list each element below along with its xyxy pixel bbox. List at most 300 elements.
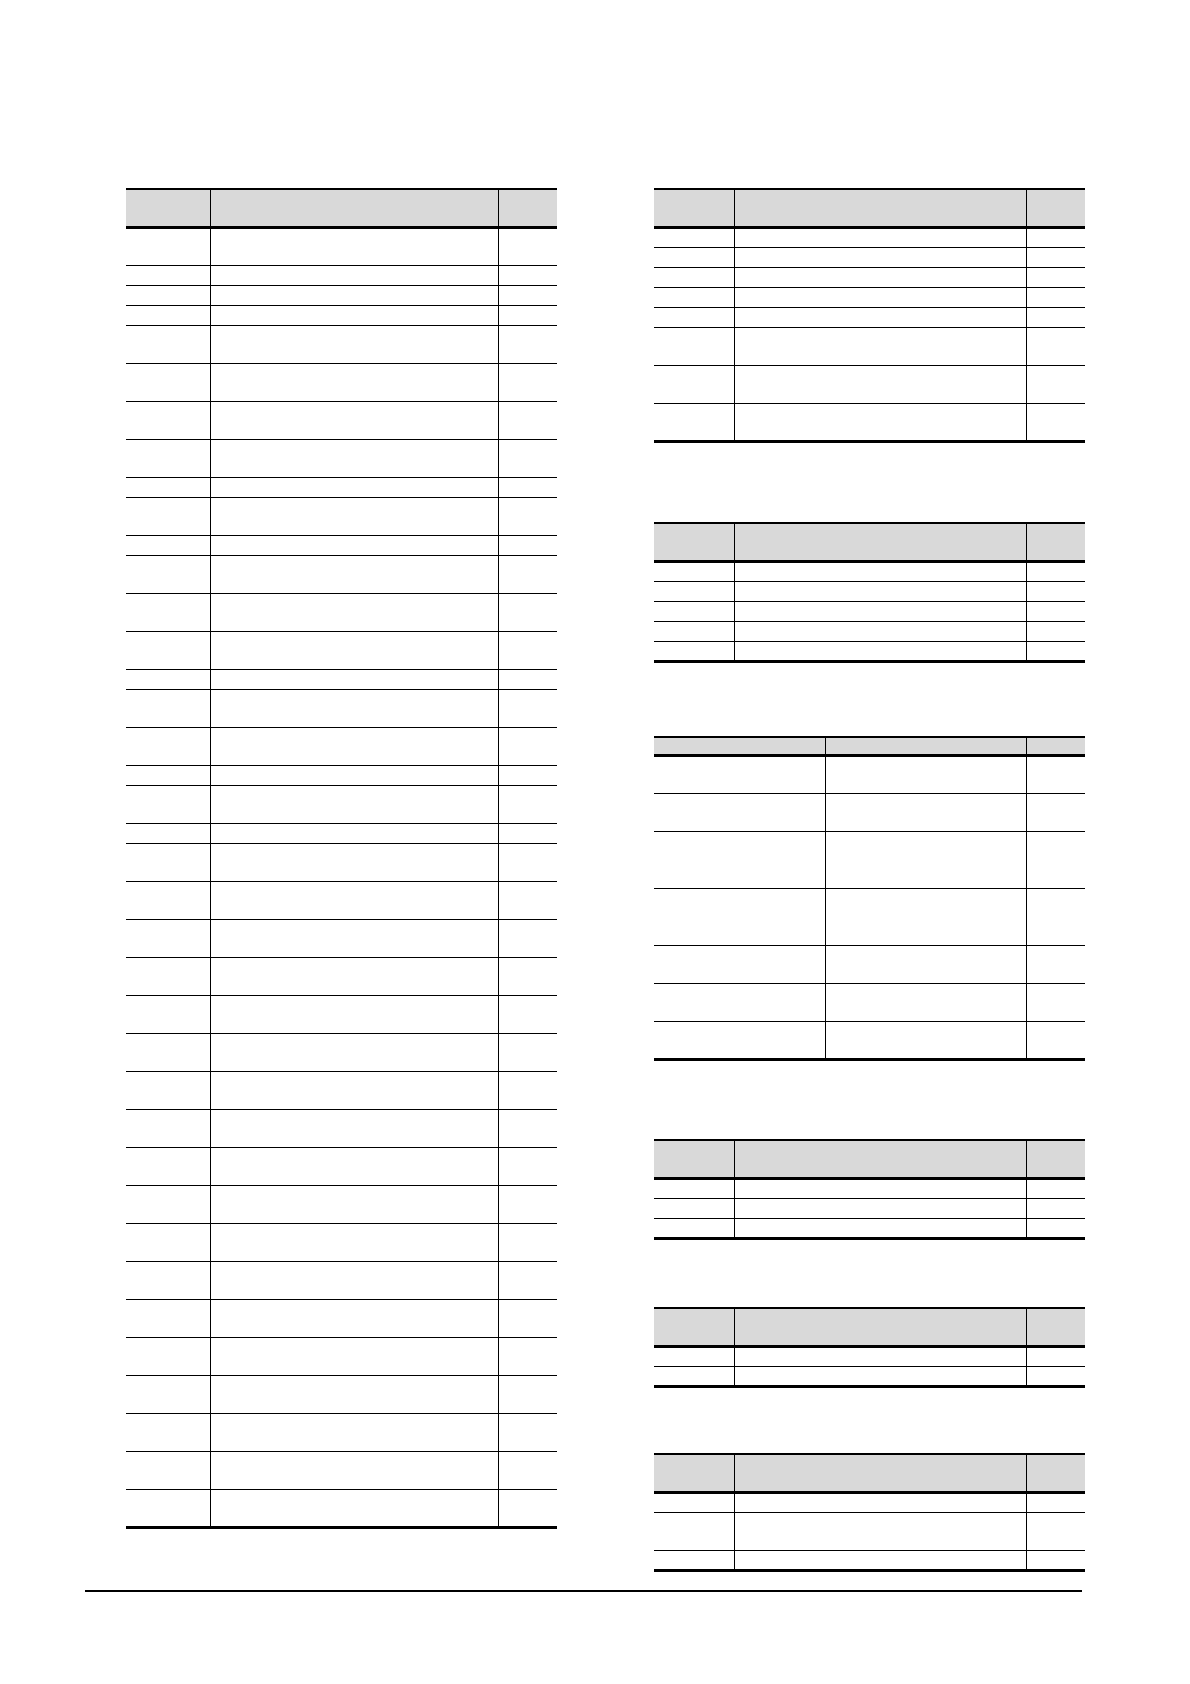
table-cell bbox=[126, 363, 210, 401]
table-cell bbox=[1026, 287, 1085, 307]
table-row bbox=[126, 535, 557, 555]
table-cell bbox=[1026, 983, 1085, 1021]
table-cell bbox=[825, 1021, 1026, 1059]
table-cell bbox=[126, 957, 210, 995]
table-row bbox=[126, 631, 557, 669]
table-cell bbox=[126, 285, 210, 305]
right-table-2 bbox=[654, 522, 1085, 663]
table-cell bbox=[498, 669, 557, 689]
header-cell bbox=[734, 1308, 1026, 1346]
table-cell bbox=[654, 1021, 825, 1059]
table-cell bbox=[498, 285, 557, 305]
table-cell bbox=[1026, 327, 1085, 365]
table-cell bbox=[734, 1550, 1026, 1570]
table-cell bbox=[210, 843, 498, 881]
table-cell bbox=[126, 823, 210, 843]
table-cell bbox=[126, 1337, 210, 1375]
table-cell bbox=[126, 401, 210, 439]
table-row bbox=[654, 267, 1085, 287]
table-row bbox=[126, 1071, 557, 1109]
table-cell bbox=[210, 631, 498, 669]
table-cell bbox=[210, 497, 498, 535]
table-cell bbox=[654, 641, 734, 661]
table-cell bbox=[498, 823, 557, 843]
table-row bbox=[126, 227, 557, 265]
table-row bbox=[126, 669, 557, 689]
table-cell bbox=[126, 727, 210, 765]
table-cell bbox=[654, 1550, 734, 1570]
table-cell bbox=[126, 995, 210, 1033]
table-cell bbox=[210, 823, 498, 843]
table-header-row bbox=[654, 1140, 1085, 1178]
table-cell bbox=[210, 305, 498, 325]
table-cell bbox=[498, 401, 557, 439]
table-cell bbox=[654, 831, 825, 888]
table-cell bbox=[126, 555, 210, 593]
table-cell bbox=[498, 325, 557, 363]
table-cell bbox=[734, 1366, 1026, 1386]
table-cell bbox=[210, 227, 498, 265]
table-cell bbox=[1026, 403, 1085, 441]
table-cell bbox=[498, 1337, 557, 1375]
table-cell bbox=[498, 1261, 557, 1299]
table-cell bbox=[210, 1185, 498, 1223]
table-row bbox=[654, 1550, 1085, 1570]
table-cell bbox=[734, 287, 1026, 307]
table-cell bbox=[1026, 227, 1085, 247]
table-row bbox=[126, 1261, 557, 1299]
table-cell bbox=[498, 555, 557, 593]
table-cell bbox=[210, 727, 498, 765]
table-cell bbox=[210, 785, 498, 823]
table-cell bbox=[734, 365, 1026, 403]
table-cell bbox=[210, 401, 498, 439]
table-header-row bbox=[654, 1308, 1085, 1346]
header-cell bbox=[1026, 189, 1085, 227]
table-cell bbox=[825, 888, 1026, 945]
right-table-4 bbox=[654, 1139, 1085, 1240]
table-cell bbox=[734, 1178, 1026, 1198]
table-row bbox=[126, 689, 557, 727]
table-cell bbox=[1026, 1021, 1085, 1059]
table-cell bbox=[498, 919, 557, 957]
table-cell bbox=[654, 601, 734, 621]
table-cell bbox=[210, 1451, 498, 1489]
table-cell bbox=[210, 1413, 498, 1451]
table-cell bbox=[1026, 1178, 1085, 1198]
table-row bbox=[126, 1451, 557, 1489]
table-cell bbox=[498, 477, 557, 497]
table-cell bbox=[825, 793, 1026, 831]
table-row bbox=[126, 1375, 557, 1413]
table-cell bbox=[654, 1366, 734, 1386]
table-cell bbox=[210, 265, 498, 285]
table-row bbox=[126, 265, 557, 285]
table-cell bbox=[210, 669, 498, 689]
table-cell bbox=[210, 1299, 498, 1337]
table-row bbox=[654, 581, 1085, 601]
table-cell bbox=[210, 477, 498, 497]
table-cell bbox=[210, 919, 498, 957]
table-cell bbox=[210, 439, 498, 477]
table-row bbox=[126, 497, 557, 535]
table-row bbox=[126, 401, 557, 439]
table-cell bbox=[654, 1198, 734, 1218]
table-row bbox=[126, 995, 557, 1033]
table-cell bbox=[126, 1109, 210, 1147]
table-cell bbox=[126, 843, 210, 881]
table-row bbox=[654, 601, 1085, 621]
table-cell bbox=[210, 957, 498, 995]
right-table-3 bbox=[654, 736, 1085, 1061]
table-row bbox=[654, 247, 1085, 267]
header-cell bbox=[654, 523, 734, 561]
table-cell bbox=[1026, 1198, 1085, 1218]
table-cell bbox=[126, 669, 210, 689]
table-cell bbox=[498, 227, 557, 265]
table-cell bbox=[498, 765, 557, 785]
header-cell bbox=[654, 1308, 734, 1346]
header-cell bbox=[210, 189, 498, 227]
table-cell bbox=[498, 1375, 557, 1413]
header-cell bbox=[734, 1140, 1026, 1178]
right-table-5 bbox=[654, 1307, 1085, 1388]
table-cell bbox=[654, 1178, 734, 1198]
table-row bbox=[126, 305, 557, 325]
table-cell bbox=[1026, 365, 1085, 403]
table-cell bbox=[210, 285, 498, 305]
table-cell bbox=[1026, 641, 1085, 661]
header-cell bbox=[654, 1454, 734, 1492]
table-cell bbox=[210, 1033, 498, 1071]
table-cell bbox=[734, 403, 1026, 441]
table-cell bbox=[498, 1033, 557, 1071]
table-cell bbox=[126, 265, 210, 285]
table-row bbox=[126, 363, 557, 401]
table-row bbox=[126, 477, 557, 497]
table-cell bbox=[734, 1218, 1026, 1238]
table-cell bbox=[126, 919, 210, 957]
table-cell bbox=[126, 1147, 210, 1185]
table-row bbox=[126, 285, 557, 305]
header-cell bbox=[654, 1140, 734, 1178]
table-cell bbox=[126, 1223, 210, 1261]
header-cell bbox=[498, 189, 557, 227]
table-header-row bbox=[654, 737, 1085, 755]
table-cell bbox=[1026, 1512, 1085, 1550]
table-row bbox=[126, 843, 557, 881]
table-cell bbox=[1026, 581, 1085, 601]
table-row bbox=[126, 1413, 557, 1451]
table-cell bbox=[126, 227, 210, 265]
table-cell bbox=[1026, 793, 1085, 831]
table-row bbox=[654, 287, 1085, 307]
table-cell bbox=[498, 1071, 557, 1109]
table-row bbox=[654, 793, 1085, 831]
table-cell bbox=[654, 247, 734, 267]
table-cell bbox=[734, 1492, 1026, 1512]
table-row bbox=[126, 325, 557, 363]
table-cell bbox=[126, 785, 210, 823]
table-cell bbox=[126, 477, 210, 497]
header-cell bbox=[1026, 523, 1085, 561]
table-cell bbox=[1026, 247, 1085, 267]
table-cell bbox=[1026, 561, 1085, 581]
table-cell bbox=[825, 945, 1026, 983]
table-cell bbox=[825, 831, 1026, 888]
table-cell bbox=[654, 945, 825, 983]
table-cell bbox=[734, 1512, 1026, 1550]
table-cell bbox=[126, 1033, 210, 1071]
table-cell bbox=[498, 957, 557, 995]
header-cell bbox=[734, 1454, 1026, 1492]
table-cell bbox=[654, 267, 734, 287]
table-cell bbox=[210, 1147, 498, 1185]
table-cell bbox=[126, 305, 210, 325]
table-cell bbox=[654, 1492, 734, 1512]
table-row bbox=[126, 439, 557, 477]
table-cell bbox=[498, 265, 557, 285]
table-header-row bbox=[654, 1454, 1085, 1492]
table-cell bbox=[126, 631, 210, 669]
table-cell bbox=[654, 983, 825, 1021]
table-cell bbox=[498, 1109, 557, 1147]
table-cell bbox=[1026, 307, 1085, 327]
table-row bbox=[126, 1109, 557, 1147]
header-cell bbox=[1026, 1140, 1085, 1178]
table-cell bbox=[498, 689, 557, 727]
table-row bbox=[654, 1346, 1085, 1366]
table-cell bbox=[126, 1451, 210, 1489]
table-cell bbox=[654, 621, 734, 641]
left-index-table bbox=[126, 188, 557, 1529]
table-cell bbox=[210, 535, 498, 555]
table-row bbox=[654, 307, 1085, 327]
table-cell bbox=[654, 227, 734, 247]
table-cell bbox=[825, 983, 1026, 1021]
table-cell bbox=[654, 793, 825, 831]
table-row bbox=[654, 1366, 1085, 1386]
table-cell bbox=[126, 439, 210, 477]
table-cell bbox=[654, 561, 734, 581]
table-cell bbox=[1026, 831, 1085, 888]
table-cell bbox=[654, 755, 825, 793]
table-row bbox=[126, 785, 557, 823]
footer-rule bbox=[85, 1590, 1082, 1592]
table-row bbox=[654, 365, 1085, 403]
table-cell bbox=[1026, 1346, 1085, 1366]
table-cell bbox=[126, 1375, 210, 1413]
table-cell bbox=[210, 995, 498, 1033]
table-cell bbox=[126, 1071, 210, 1109]
table-cell bbox=[210, 363, 498, 401]
table-cell bbox=[498, 439, 557, 477]
table-cell bbox=[498, 881, 557, 919]
table-cell bbox=[498, 1223, 557, 1261]
table-cell bbox=[498, 497, 557, 535]
table-cell bbox=[498, 631, 557, 669]
table-cell bbox=[210, 1489, 498, 1527]
table-row bbox=[126, 727, 557, 765]
table-cell bbox=[734, 267, 1026, 287]
table-cell bbox=[210, 765, 498, 785]
table-cell bbox=[1026, 755, 1085, 793]
table-row bbox=[654, 755, 1085, 793]
table-cell bbox=[126, 593, 210, 631]
table-row bbox=[654, 1492, 1085, 1512]
header-cell bbox=[1026, 1454, 1085, 1492]
table-header-row bbox=[654, 523, 1085, 561]
table-cell bbox=[734, 307, 1026, 327]
table-row bbox=[126, 919, 557, 957]
table-row bbox=[126, 555, 557, 593]
table-cell bbox=[210, 1337, 498, 1375]
table-cell bbox=[654, 1346, 734, 1366]
table-cell bbox=[126, 1261, 210, 1299]
table-cell bbox=[498, 535, 557, 555]
table-cell bbox=[210, 555, 498, 593]
table-cell bbox=[498, 785, 557, 823]
table-row bbox=[126, 823, 557, 843]
table-cell bbox=[210, 325, 498, 363]
table-cell bbox=[210, 689, 498, 727]
table-cell bbox=[654, 1218, 734, 1238]
table-cell bbox=[1026, 888, 1085, 945]
table-cell bbox=[498, 1451, 557, 1489]
table-row bbox=[654, 1218, 1085, 1238]
table-cell bbox=[498, 305, 557, 325]
table-cell bbox=[734, 1198, 1026, 1218]
table-cell bbox=[654, 888, 825, 945]
table-cell bbox=[1026, 945, 1085, 983]
table-cell bbox=[654, 1512, 734, 1550]
table-cell bbox=[210, 881, 498, 919]
table-row bbox=[654, 831, 1085, 888]
table-row bbox=[654, 1178, 1085, 1198]
table-cell bbox=[1026, 621, 1085, 641]
table-cell bbox=[734, 227, 1026, 247]
table-cell bbox=[210, 1375, 498, 1413]
table-cell bbox=[126, 325, 210, 363]
table-row bbox=[654, 621, 1085, 641]
table-row bbox=[654, 1198, 1085, 1218]
right-table-6 bbox=[654, 1453, 1085, 1572]
header-cell bbox=[1026, 737, 1085, 755]
header-cell bbox=[654, 189, 734, 227]
table-row bbox=[126, 881, 557, 919]
table-cell bbox=[210, 1071, 498, 1109]
table-cell bbox=[126, 689, 210, 727]
table-row bbox=[654, 983, 1085, 1021]
table-header-row bbox=[126, 189, 557, 227]
table-cell bbox=[734, 621, 1026, 641]
table-cell bbox=[498, 1413, 557, 1451]
header-cell bbox=[734, 523, 1026, 561]
table-cell bbox=[126, 535, 210, 555]
table-cell bbox=[734, 641, 1026, 661]
table-row bbox=[126, 1223, 557, 1261]
table-row bbox=[126, 1299, 557, 1337]
table-cell bbox=[498, 363, 557, 401]
table-cell bbox=[210, 1109, 498, 1147]
table-header-row bbox=[654, 189, 1085, 227]
table-cell bbox=[1026, 601, 1085, 621]
table-row bbox=[654, 403, 1085, 441]
table-cell bbox=[1026, 1366, 1085, 1386]
table-row bbox=[654, 1512, 1085, 1550]
table-row bbox=[126, 1489, 557, 1527]
table-cell bbox=[498, 1299, 557, 1337]
table-cell bbox=[654, 403, 734, 441]
table-cell bbox=[654, 327, 734, 365]
table-cell bbox=[654, 365, 734, 403]
table-cell bbox=[498, 995, 557, 1033]
table-row bbox=[654, 945, 1085, 983]
header-cell bbox=[734, 189, 1026, 227]
table-cell bbox=[126, 497, 210, 535]
table-cell bbox=[126, 1299, 210, 1337]
table-cell bbox=[734, 581, 1026, 601]
table-cell bbox=[498, 727, 557, 765]
right-table-1 bbox=[654, 188, 1085, 443]
table-row bbox=[126, 957, 557, 995]
table-row bbox=[654, 227, 1085, 247]
table-row bbox=[126, 593, 557, 631]
table-cell bbox=[1026, 267, 1085, 287]
table-cell bbox=[210, 1261, 498, 1299]
table-cell bbox=[498, 1185, 557, 1223]
table-cell bbox=[734, 327, 1026, 365]
table-cell bbox=[126, 765, 210, 785]
table-cell bbox=[126, 881, 210, 919]
table-row bbox=[654, 641, 1085, 661]
table-cell bbox=[734, 247, 1026, 267]
table-cell bbox=[126, 1185, 210, 1223]
table-row bbox=[126, 1033, 557, 1071]
table-row bbox=[126, 1185, 557, 1223]
table-row bbox=[126, 765, 557, 785]
table-cell bbox=[825, 755, 1026, 793]
table-row bbox=[654, 1021, 1085, 1059]
table-cell bbox=[654, 287, 734, 307]
table-cell bbox=[498, 593, 557, 631]
table-row bbox=[126, 1147, 557, 1185]
table-cell bbox=[1026, 1550, 1085, 1570]
table-row bbox=[654, 561, 1085, 581]
table-cell bbox=[126, 1413, 210, 1451]
table-row bbox=[654, 327, 1085, 365]
table-row bbox=[654, 888, 1085, 945]
header-cell bbox=[126, 189, 210, 227]
table-cell bbox=[1026, 1218, 1085, 1238]
table-cell bbox=[1026, 1492, 1085, 1512]
table-cell bbox=[654, 581, 734, 601]
table-row bbox=[126, 1337, 557, 1375]
header-cell bbox=[1026, 1308, 1085, 1346]
header-cell bbox=[825, 737, 1026, 755]
table-cell bbox=[498, 1147, 557, 1185]
table-cell bbox=[210, 1223, 498, 1261]
table-cell bbox=[734, 561, 1026, 581]
table-cell bbox=[210, 593, 498, 631]
table-cell bbox=[126, 1489, 210, 1527]
header-cell bbox=[654, 737, 825, 755]
table-cell bbox=[734, 1346, 1026, 1366]
table-cell bbox=[654, 307, 734, 327]
table-cell bbox=[498, 843, 557, 881]
table-cell bbox=[734, 601, 1026, 621]
table-cell bbox=[498, 1489, 557, 1527]
